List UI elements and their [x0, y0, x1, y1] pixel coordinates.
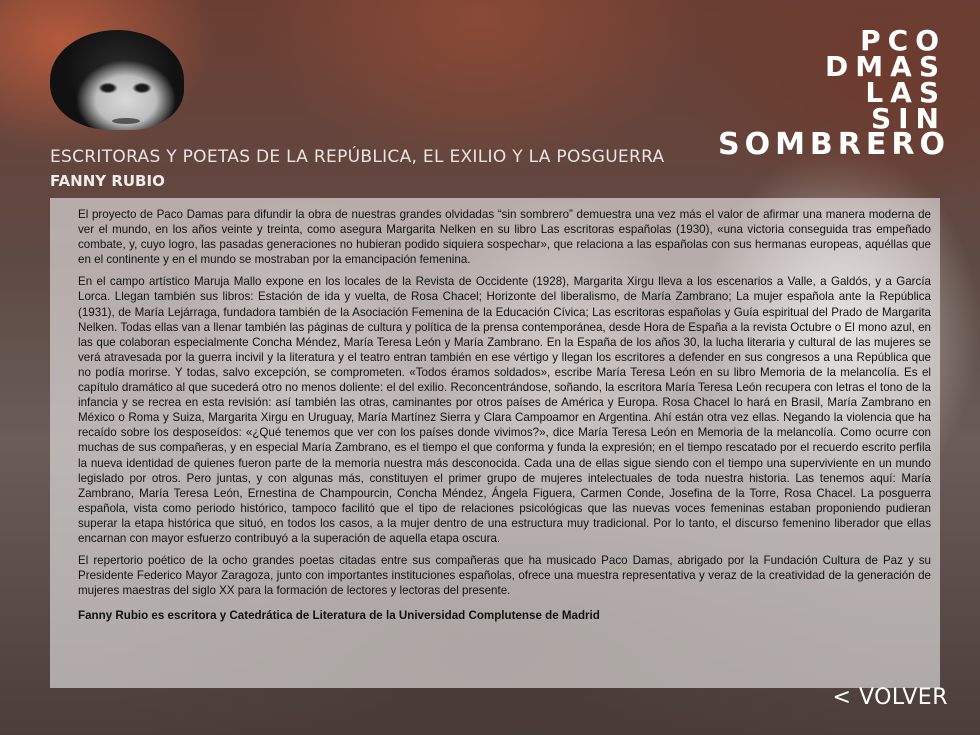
- article-paragraph-1: El proyecto de Paco Damas para difundir la obra de nuestras grandes olvidadas “sin sombrero” demuestra una vez más el valor de afirmar una manera moderna de ver el mundo, en los años veinte y treinta, como asegura Margarita Nelken en su libro Las escritoras españolas (1930), «una victoria conseguida tras empeñado combate, y, cuyo logro, las pasadas generaciones no hubieran podido siquiera sospechar», que relaciona a las españolas con sus hermanas europeas, aquéllas que en el continente y en el mundo se mostraban por la emancipación femenina.: [78, 208, 931, 267]
- logo-line-4: SIN: [870, 102, 946, 135]
- author-signature: Fanny Rubio es escritora y Catedrática de Literatura de la Universidad Complutense de Madrid: [78, 609, 600, 623]
- logo-wordmark[interactable]: [717, 24, 950, 168]
- author-portrait: [50, 30, 184, 130]
- logo-line-1: PCO: [860, 24, 946, 57]
- article-paragraph-2: En el campo artístico Maruja Mallo expone en los locales de la Revista de Occidente (1928), Margarita Xirgu lleva a los escenarios a Valle, a Galdós, y a García Lorca. Llegan también sus libros: Estación de ida y vuelta, de Rosa Chacel; Horizonte del liberalismo, de María Zambrano; La mujer española ante la República (1931), de María Lejárraga, fundadora también de la Asociación Femenina de la Educación Cívica; Las escritoras españolas y Guía espiritual del Prado de Margarita Nelken. Todas ellas van a llenar también las páginas de cultura y política de la prensa contemporánea, desde Hora de España a la revista Octubre o El mono azul, en las que colaboran especialmente Concha Méndez, María Teresa León y María Zambrano. En la España de los años 30, la lucha literaria y cultural de las mujeres se verá atravesada por la guerra incivil y la literatura y el teatro entran también en ese vértigo y llegan los escritores a defender en sus congresos a una República que no podía morirse. Y todas, salvo excepción, se comprometen. «Todos éramos soldados», escribe María Teresa León en su libro Memoria de la melancolía. Es el capítulo dramático al que sucederá otro no menos doliente: el del exilio. Reconcentrándose, soñando, la escritora María Teresa León recupera con letras el tono de la infancia y se recrea en esta revisión: así también las otras, caminantes por otros países de América y Europa. Rosa Chacel lo hará en Brasil, María Zambrano en México o Roma y Suiza, Margarita Xirgu en Uruguay, María Martínez Sierra y Clara Campoamor en Argentina. Ahí están otra vez ellas. Negando la violencia que ha recaído sobre los desposeídos: «¿Qué tenemos que ver con los países donde vivimos?», dice María Teresa León en Memoria de la melancolía. Como ocurre con muchas de sus compañeras, y en especial María Zambrano, es el tiempo el que conforma y funda la expresión; en el tiempo rescatado por el recuerdo escrito perfila la nueva identidad de quienes fueron parte de la memoria nuestra más desconocida. Cada una de ellas sigue siendo con el tiempo una superviviente en un mundo legislado por otros. Pero juntas, y con algunas más, constituyen el primer grupo de mujeres intelectuales de toda nuestra historia. Las tenemos aquí: María Zambrano, María Teresa León, Ernestina de Champourcin, Concha Méndez, Ángela Figuera, Carmen Conde, Josefina de la Torre, Rosa Chacel. La posguerra española, vista como periodo histórico, tampoco facilitó que el tipo de relaciones psicológicas que las nuevas voces femeninas estaban proponiendo pudieran superar la etapa histórica que situó, en todos los casos, a la mujer dentro de una estructura muy tradicional. Por lo tanto, el discurso femenino liberador que ellas encarnan con mayor esfuerzo contribuyó a la superación de aquella etapa oscura.: [78, 275, 931, 545]
- article-paragraph-3: El repertorio poético de la ocho grandes poetas citadas entre sus compañeras que ha musicado Paco Damas, abrigado por la Fundación Cultura de Paz y su Presidente Federico Mayor Zaragoza, junto con importantes instituciones españolas, ofrece una muestra representativa y veraz de la creatividad de la generación de mujeres maestras del siglo XX para la formación de lectores y lectoras del presente.: [78, 554, 931, 598]
- back-button[interactable]: < VOLVER: [832, 685, 948, 710]
- portrait-detail: [112, 118, 140, 124]
- article-body: [78, 207, 931, 630]
- logo-line-3: LAS: [865, 76, 946, 109]
- page-title: ESCRITORAS Y POETAS DE LA REPÚBLICA, EL EXILIO Y LA POSGUERRA: [50, 147, 665, 167]
- logo-line-5: SOMBRERO: [717, 127, 950, 162]
- author-name: FANNY RUBIO: [50, 172, 165, 190]
- logo-line-2: DMAS: [825, 50, 946, 83]
